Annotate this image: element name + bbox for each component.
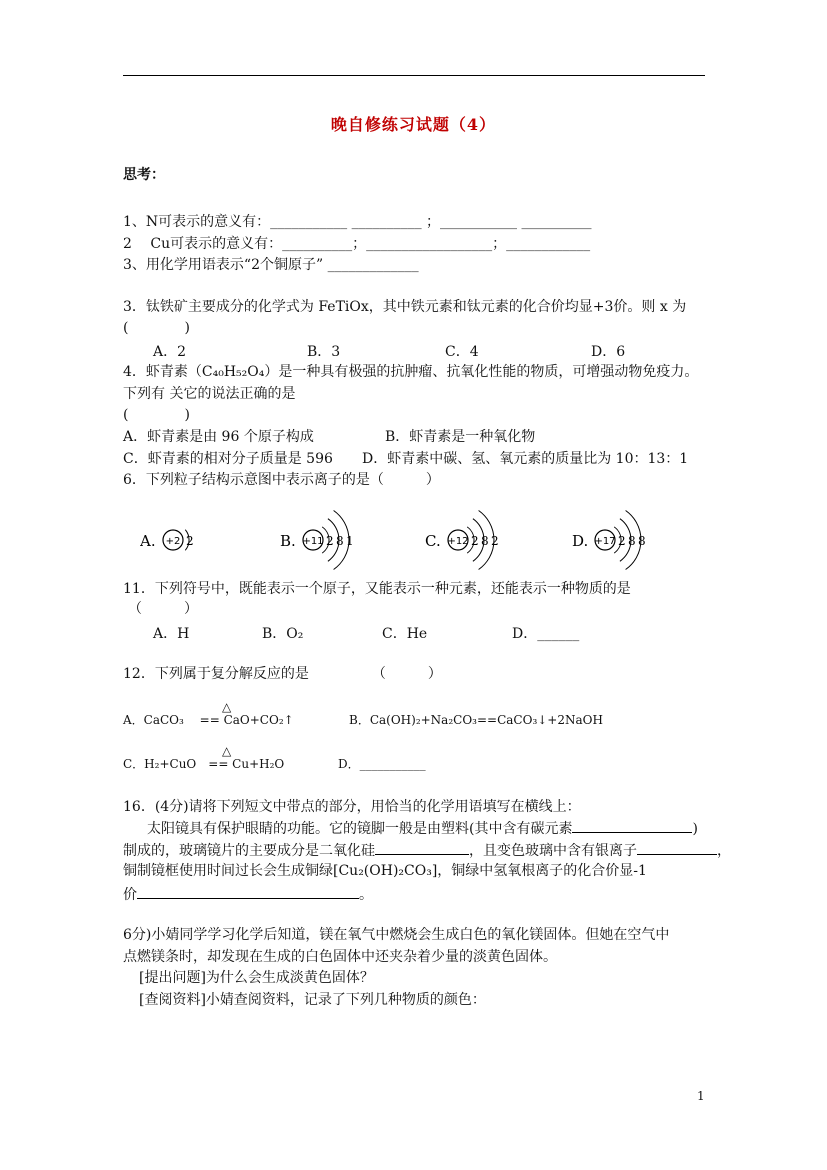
q16-line-3b: ，且变色玻璃中含有银离子 bbox=[469, 843, 637, 859]
atom-label: D. bbox=[572, 532, 589, 550]
nucleus-charge: +17 bbox=[594, 536, 616, 547]
q12-option-b: B．Ca(OH)₂+Na₂CO₃==CaCO₃↓+2NaOH bbox=[349, 713, 603, 727]
answer-blank-carbon[interactable] bbox=[572, 818, 692, 833]
q16-line-1: 16．(4分)请将下列短文中带点的部分，用恰当的化学用语填写在横线上： bbox=[123, 799, 581, 815]
q3-line: 3、用化学用语表示“2个铜原子” _____________ bbox=[123, 257, 419, 273]
delta-symbol-c: △ bbox=[222, 744, 232, 758]
q3b-option-a: A．2 bbox=[153, 344, 187, 360]
q3b-option-b: B．3 bbox=[307, 344, 341, 360]
q1-line: 1、N可表示的意义有：___________ __________ ；___________ __________ bbox=[123, 214, 592, 230]
shell-electron-count: 1 bbox=[346, 534, 354, 548]
q6-line: 6．下列粒子结构示意图中表示离子的是（ ） bbox=[123, 472, 440, 488]
shell-electron-count: 2 bbox=[471, 534, 479, 548]
nucleus-charge: +2 bbox=[165, 536, 181, 547]
q4-option-d: D．虾青素中碳、氢、氧元素的质量比为 10：13：1 bbox=[362, 451, 689, 467]
nucleus-charge: +12 bbox=[447, 536, 469, 547]
q4-line-1: 4．虾青素（C₄₀H₅₂O₄）是一种具有极强的抗肿瘤、抗氧化性能的物质，可增强动物免疫力。 bbox=[123, 364, 699, 380]
shell-electron-count: 2 bbox=[618, 534, 626, 548]
p6-line-3: [提出问题]为什么会生成淡黄色固体？ bbox=[139, 970, 374, 986]
delta-symbol-a: △ bbox=[222, 700, 232, 714]
page-number: 1 bbox=[697, 1089, 705, 1103]
shell-electron-count: 8 bbox=[638, 534, 646, 548]
close-paren: ) bbox=[692, 821, 698, 837]
q11-line-2: （ ） bbox=[128, 601, 198, 617]
q3b-line-1: 3．钛铁矿主要成分的化学式为 FeTiOx，其中铁元素和钛元素的化合价均显+3价。则 x 为 bbox=[123, 299, 687, 315]
q11-option-c: C．He bbox=[382, 626, 428, 642]
atom-diagrams-group bbox=[140, 511, 646, 570]
q4-option-a: A．虾青素是由 96 个原子构成 bbox=[123, 429, 314, 445]
atom-label: C. bbox=[425, 532, 441, 550]
q3b-option-c: C．4 bbox=[445, 344, 479, 360]
q11-option-d: D．______ bbox=[512, 626, 580, 642]
q2-line: 2 Cu可表示的意义有：__________；__________________；____________ bbox=[123, 236, 591, 252]
atom-diagrams bbox=[140, 505, 740, 575]
q12-option-c: C．H₂+CuO == Cu+H₂O bbox=[123, 757, 285, 771]
q11-option-b: B．O₂ bbox=[262, 626, 304, 642]
q4-option-c: C．虾青素的相对分子质量是 596 bbox=[123, 451, 333, 467]
atom-label: B. bbox=[280, 532, 296, 550]
q12-option-a: A．CaCO₃ == CaO+CO₂↑ bbox=[123, 713, 294, 727]
q16-line-5 bbox=[123, 884, 373, 904]
shell-electron-count: 2 bbox=[326, 534, 334, 548]
shell-electron-count: 2 bbox=[491, 534, 499, 548]
p6-line-2: 点燃镁条时，却发现在生成的白色固体中还夹杂着少量的淡黄色固体。 bbox=[123, 949, 557, 965]
q16-line-4: 铜制镜框使用时间过长会生成铜绿[Cu₂(OH)₂CO₃]，铜绿中氢氧根离子的化合价显-1 bbox=[123, 863, 647, 879]
q3b-line-2: ( ) bbox=[123, 320, 190, 336]
q3b-option-d: D．6 bbox=[591, 344, 626, 360]
q11-option-a: A．H bbox=[153, 626, 190, 642]
q4-line-3: ( ) bbox=[123, 407, 190, 423]
shell-electron-count: 8 bbox=[481, 534, 489, 548]
section-heading: 思考： bbox=[123, 167, 165, 183]
shell-electron-count: 8 bbox=[628, 534, 636, 548]
q12-option-d: D．___________ bbox=[338, 757, 426, 771]
header-rule bbox=[123, 75, 705, 76]
answer-blank-sio2[interactable] bbox=[375, 840, 469, 855]
answer-blank-hydroxide[interactable] bbox=[137, 884, 359, 899]
q11-line-1: 11．下列符号中，既能表示一个原子，又能表示一种元素，还能表示一种物质的是 bbox=[123, 581, 631, 597]
shell-electron-count: 8 bbox=[336, 534, 344, 548]
q16-line-3 bbox=[123, 840, 731, 860]
p6-line-4: [查阅资料]小婧查阅资料，记录了下列几种物质的颜色： bbox=[139, 992, 486, 1008]
page-title: 晚自修练习试题（4） bbox=[330, 115, 497, 134]
q16-line-2-text: 太阳镜具有保护眼睛的功能。它的镜脚一般是由塑料(其中含有碳元素 bbox=[147, 821, 573, 837]
q12-line: 12．下列属于复分解反应的是 （ ） bbox=[123, 666, 442, 682]
q16-line-5a: 价 bbox=[123, 887, 137, 903]
p6-line-1: 6分)小婧同学学习化学后知道，镁在氧气中燃烧会生成白色的氧化镁固体。但她在空气中 bbox=[123, 927, 670, 943]
q16-line-3a: 制成的，玻璃镜片的主要成分是二氧化硅 bbox=[123, 843, 375, 859]
answer-blank-silver-ion[interactable] bbox=[637, 840, 717, 855]
q4-line-2: 下列有 关它的说法正确的是 bbox=[123, 386, 296, 402]
comma: ， bbox=[717, 843, 731, 859]
shell-electron-count: 2 bbox=[186, 534, 194, 548]
q16-line-5b: 。 bbox=[359, 887, 373, 903]
q4-option-b: B．虾青素是一种氧化物 bbox=[385, 429, 536, 445]
nucleus-charge: +11 bbox=[302, 536, 324, 547]
atom-label: A. bbox=[140, 532, 156, 550]
q16-line-2 bbox=[147, 818, 698, 838]
